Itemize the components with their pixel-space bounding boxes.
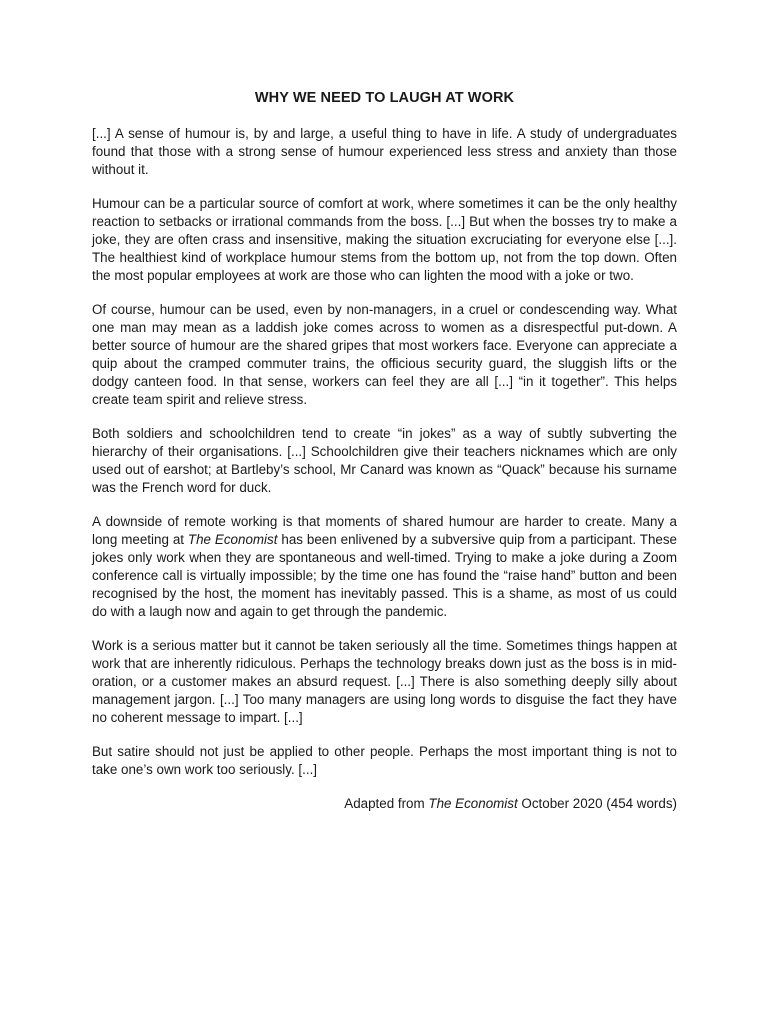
paragraph-2: Humour can be a particular source of comfort at work, where sometimes it can be the only healthy reaction to setbacks or irrational commands from the boss. [...] But when the bosses try to make a joke, they are often crass and insensitive, making the situation excruciating for everyone else [...]. The healthiest kind of workplace humour stems from the bottom up, not from the top down. Often the most popular employees at work are those who can lighten the mood with a joke or two. bbox=[92, 196, 677, 283]
paragraph-5 bbox=[92, 513, 677, 621]
paragraph-3: Of course, humour can be used, even by non-managers, in a cruel or condescending way. What one man may mean as a laddish joke comes across to women as a disrespectful put-down. A better source of humour are the shared gripes that most workers face. Everyone can appreciate a quip about the cramped commuter trains, the officious security guard, the sluggish lifts or the dodgy canteen food. In that sense, workers can feel they are all [...] “in it together”. This helps create team spirit and relieve stress. bbox=[92, 302, 677, 407]
document-title: WHY WE NEED TO LAUGH AT WORK bbox=[254, 90, 515, 106]
paragraph-7: But satire should not just be applied to other people. Perhaps the most important thing is not to take one’s own work too seriously. [...] bbox=[92, 744, 677, 777]
paragraph-6: Work is a serious matter but it cannot be taken seriously all the time. Sometimes things happen at work that are inherently ridiculous. Perhaps the technology breaks down just as the boss is in mid-oration, or a customer makes an absurd request. [...] There is also something deeply silly about management jargon. [...] Too many managers are using long words to disguise the fact they have no coherent message to impart. [...] bbox=[92, 638, 677, 725]
paragraph-5-text-before: A downside of remote working is that moments of shared humour are harder to create. Many a long meeting at bbox=[92, 514, 677, 547]
paragraph-5-publication-name: The Economist bbox=[187, 532, 278, 547]
paragraph-5-text-after: has been enlivened by a subversive quip from a participant. These jokes only work when they are spontaneous and well-timed. Trying to make a joke during a Zoom conference call is virtually impossible; by the time one has found the “raise hand” button and been recognised by the host, the moment has inevitably passed. This is a shame, as most of us could do with a laugh now and again to get through the pandemic. bbox=[92, 532, 678, 619]
document-page bbox=[92, 88, 677, 813]
paragraph-4: Both soldiers and schoolchildren tend to create “in jokes” as a way of subtly subverting the hierarchy of their organisations. [...] Schoolchildren give their teachers nicknames which are only used out of earshot; at Bartleby’s school, Mr Canard was known as “Quack” because his surname was the French word for duck. bbox=[92, 426, 677, 495]
source-attribution bbox=[92, 795, 677, 813]
source-text-after: October 2020 (454 words) bbox=[517, 796, 677, 811]
source-text-before: Adapted from bbox=[344, 796, 429, 811]
paragraph-1: [...] A sense of humour is, by and large, a useful thing to have in life. A study of undergraduates found that those with a strong sense of humour experienced less stress and anxiety than those without it. bbox=[92, 126, 677, 177]
source-publication-name: The Economist bbox=[428, 796, 518, 811]
